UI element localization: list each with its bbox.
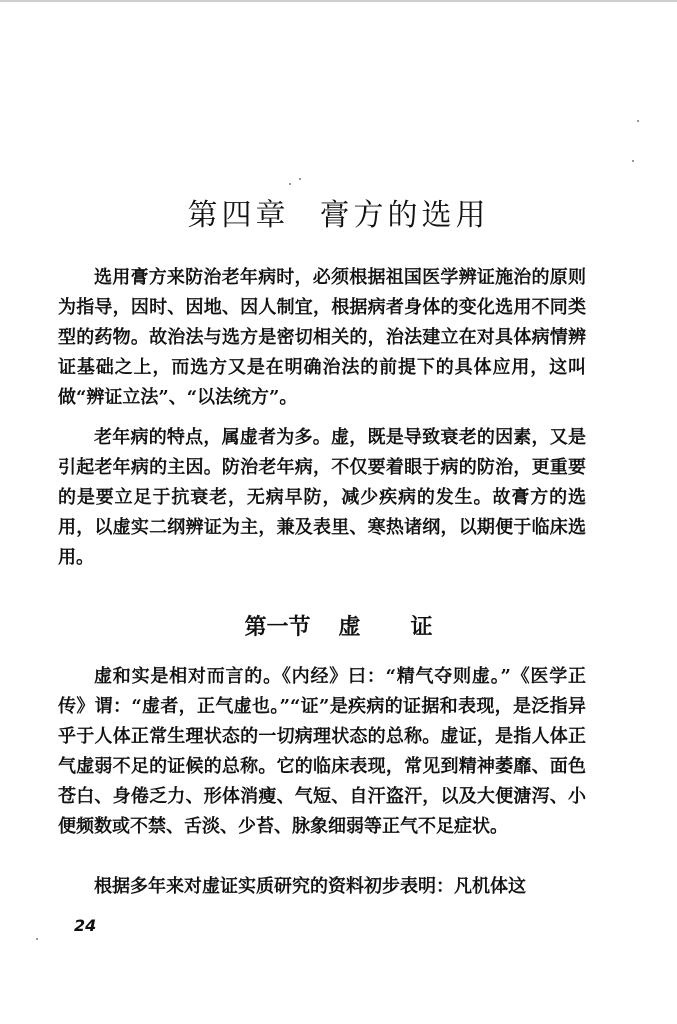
scan-speck	[632, 160, 634, 162]
scan-speck	[36, 938, 38, 940]
scan-speck	[637, 120, 639, 122]
section-paragraph-2: 根据多年来对虚证实质研究的资料初步表明：凡机体这	[94, 876, 526, 897]
section-word-2: 证	[410, 614, 433, 640]
chapter-number: 第四章	[187, 198, 290, 233]
section-word-1: 虚	[338, 614, 361, 640]
section-number: 第一节	[244, 614, 311, 640]
intro-paragraph-2: 老年病的特点，属虚者为多。虚，既是导致衰老的因素，又是引起老年病的主因。防治老年病，不仅要着眼于病的防治，更重要的是要立足于抗衰老，无病早防，减少疾病的发生。故膏方的选用，以虚实二纲辨证为主，兼及表里、寒热诸纲，以期便于临床选用。	[58, 427, 586, 568]
scan-speck	[289, 183, 291, 185]
intro-paragraph-1: 选用膏方来防治老年病时，必须根据祖国医学辨证施治的原则为指导，因时、因地、因人制宜，根据病者身体的变化选用不同类型的药物。故治法与选方是密切相关的，治法建立在对具体病情辨证基础之上，而选方又是在明确治法的前提下的具体应用，这叫做“辨证立法”、“以法统方”。	[58, 267, 586, 408]
section-paragraph-1: 虚和实是相对而言的。《内经》曰：“精气夺则虚。”《医学正传》谓：“虚者，正气虚也。”“证”是疾病的证据和表现，是泛指异乎于人体正常生理状态的一切病理状态的总称。虚证，是指人体正气虚弱不足的证候的总称。它的临床表现，常见到精神萎靡、面色苍白、身倦乏力、形体消瘦、气短、自汗盗汗，以及大便溏泻、小便频数或不禁、舌淡、少苔、脉象细弱等正气不足症状。	[58, 666, 586, 837]
chapter-title	[0, 190, 677, 234]
top-border-line	[0, 0, 677, 2]
section-title	[0, 610, 677, 641]
scan-speck	[299, 178, 301, 180]
chapter-name: 膏方的选用	[319, 198, 490, 233]
page-number: 24	[74, 916, 97, 935]
